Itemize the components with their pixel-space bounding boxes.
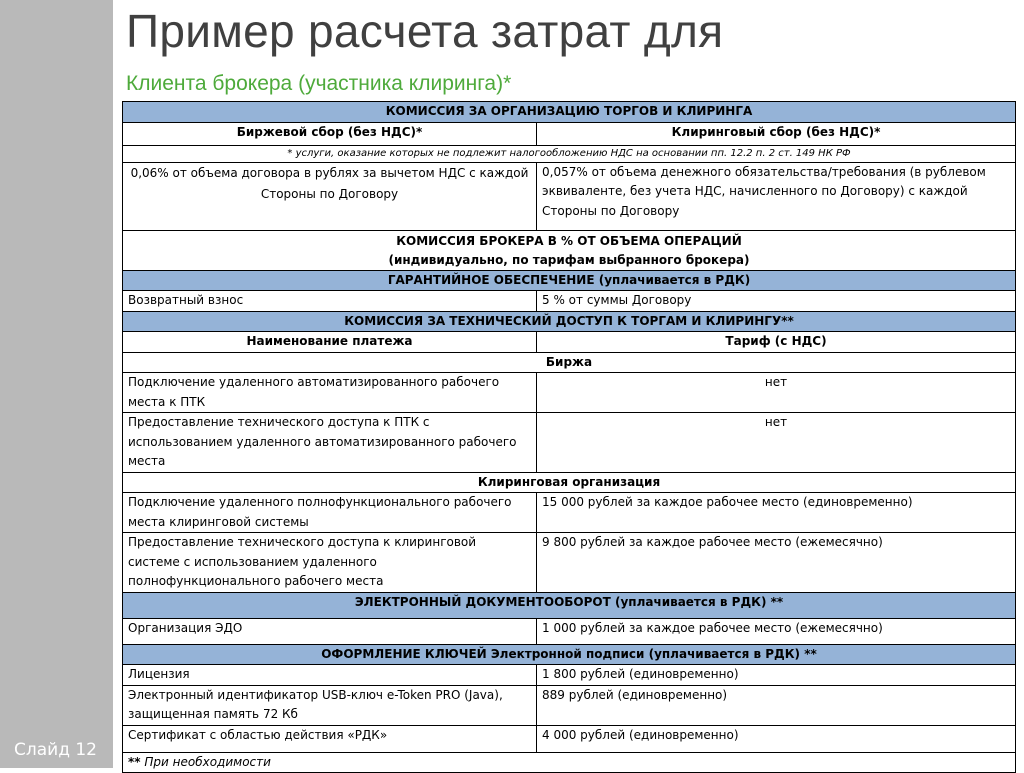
header-trading-clearing-commission: КОМИССИЯ ЗА ОРГАНИЗАЦИЮ ТОРГОВ И КЛИРИНГА bbox=[123, 102, 1016, 123]
slide-number: Слайд 12 bbox=[14, 740, 97, 760]
table-row-value: 15 000 рублей за каждое рабочее место (единовременно) bbox=[537, 493, 1016, 533]
table-row-value: 1 000 рублей за каждое рабочее место (ежемесячно) bbox=[537, 618, 1016, 644]
table-row-value: 9 800 рублей за каждое рабочее место (ежемесячно) bbox=[537, 533, 1016, 593]
header-electronic-document-flow: ЭЛЕКТРОННЫЙ ДОКУМЕНТООБОРОТ (уплачивается в РДК) ** bbox=[123, 592, 1016, 618]
refundable-fee-label: Возвратный взнос bbox=[123, 291, 537, 312]
table-row-value: нет bbox=[537, 413, 1016, 473]
broker-commission-cell bbox=[123, 230, 1016, 270]
table-row-label: Предоставление технического доступа к клиринговой системе с использованием удаленного полнофункционального рабочего места bbox=[123, 533, 537, 593]
table-row-value: нет bbox=[537, 373, 1016, 413]
table-row-label: Подключение удаленного полнофункционального рабочего места клиринговой системы bbox=[123, 493, 537, 533]
page-subtitle: Клиента брокера (участника клиринга)* bbox=[126, 72, 512, 95]
column-header-clearing-fee: Клиринговый сбор (без НДС)* bbox=[537, 122, 1016, 145]
exchange-fee-value: 0,06% от объема договора в рублях за вычетом НДС с каждой Стороны по Договору bbox=[123, 162, 537, 230]
section-clearing-organization: Клиринговая организация bbox=[123, 472, 1016, 493]
column-header-payment-name: Наименование платежа bbox=[123, 332, 537, 353]
table-row-label: Лицензия bbox=[123, 665, 537, 686]
table-row-label: Сертификат с областью действия «РДК» bbox=[123, 725, 537, 752]
section-exchange: Биржа bbox=[123, 352, 1016, 373]
table-row-label: Организация ЭДО bbox=[123, 618, 537, 644]
table-row-label: Электронный идентификатор USB-ключ e-Token PRO (Java), защищенная память 72 Кб bbox=[123, 685, 537, 725]
table-row-value: 889 рублей (единовременно) bbox=[537, 685, 1016, 725]
refundable-fee-value: 5 % от суммы Договору bbox=[537, 291, 1016, 312]
header-signature-keys: ОФОРМЛЕНИЕ КЛЮЧЕЙ Электронной подписи (уплачивается в РДК) ** bbox=[123, 644, 1016, 665]
footnote-text: При необходимости bbox=[140, 754, 271, 769]
table-row-value: 1 800 рублей (единовременно) bbox=[537, 665, 1016, 686]
clearing-fee-value: 0,057% от объема денежного обязательства/требования (в рублевом эквиваленте, без учета НДС, начисленного по Договору) с каждой Стороны по Договору bbox=[537, 162, 1016, 230]
table-row-label: Подключение удаленного автоматизированного рабочего места к ПТК bbox=[123, 373, 537, 413]
left-side-bar bbox=[0, 0, 113, 768]
header-technical-access: КОМИССИЯ ЗА ТЕХНИЧЕСКИЙ ДОСТУП К ТОРГАМ И КЛИРИНГУ** bbox=[123, 311, 1016, 332]
column-header-exchange-fee: Биржевой сбор (без НДС)* bbox=[123, 122, 537, 145]
footnote-mark: ** bbox=[128, 754, 141, 769]
footnote-cell bbox=[123, 752, 1016, 773]
column-header-tariff: Тариф (с НДС) bbox=[537, 332, 1016, 353]
header-guarantee: ГАРАНТИЙНОЕ ОБЕСПЕЧЕНИЕ (уплачивается в РДК) bbox=[123, 270, 1016, 291]
broker-commission-title: КОМИССИЯ БРОКЕРА В % ОТ ОБЪЕМА ОПЕРАЦИЙ bbox=[396, 233, 742, 248]
vat-exemption-note: * услуги, оказание которых не подлежит налогообложению НДС на основании пп. 12.2 п. 2 ст. 149 НК РФ bbox=[123, 145, 1016, 162]
table-row-label: Предоставление технического доступа к ПТК с использованием удаленного автоматизированного рабочего места bbox=[123, 413, 537, 473]
broker-commission-subtitle: (индивидуально, по тарифам выбранного брокера) bbox=[388, 252, 750, 267]
page-title: Пример расчета затрат для bbox=[126, 5, 724, 57]
table-row-value: 4 000 рублей (единовременно) bbox=[537, 725, 1016, 752]
cost-table bbox=[122, 101, 1016, 773]
